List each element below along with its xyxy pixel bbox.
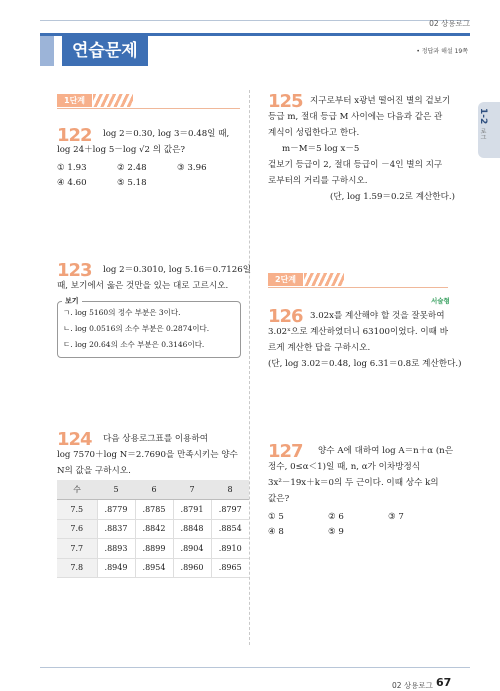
answer-reference: • 정답과 해설 19쪽 bbox=[416, 48, 468, 55]
table-cell: .8954 bbox=[135, 558, 173, 578]
table-cell: 7.6 bbox=[57, 519, 97, 539]
table-cell: .8960 bbox=[173, 558, 211, 578]
problem-124-line1: 다음 상용로그표를 이용하여 bbox=[103, 434, 209, 444]
table-cell: .8848 bbox=[173, 519, 211, 539]
table-cell: .8842 bbox=[135, 519, 173, 539]
table-header-row bbox=[57, 480, 249, 500]
problem-126-note: (단, log 3.02＝0.48, log 6.31＝0.8로 계산한다.) bbox=[268, 359, 462, 369]
table-header: 6 bbox=[135, 480, 173, 500]
problem-125-line5: 로부터의 거리를 구하시오. bbox=[268, 176, 368, 186]
essay-type-badge: 서술형 bbox=[431, 297, 450, 305]
table-header: 8 bbox=[211, 480, 249, 500]
problem-127-line3: 3x²－19x＋k＝0의 두 근이다. 이때 상수 k의 bbox=[268, 478, 439, 488]
running-head: 02 상용로그 bbox=[429, 19, 470, 28]
problem-125-note: (단, log 1.59＝0.2로 계산한다.) bbox=[330, 192, 455, 202]
header-rule bbox=[40, 20, 470, 21]
table-cell: .8791 bbox=[173, 500, 211, 520]
table-cell: .8837 bbox=[97, 519, 135, 539]
problem-122-choices bbox=[57, 161, 247, 191]
choice[interactable]: ⑤ 5.18 bbox=[117, 178, 147, 188]
table-cell: 7.7 bbox=[57, 539, 97, 559]
column-divider bbox=[249, 90, 250, 645]
step2-bar bbox=[268, 276, 448, 288]
problem-127-line2: 정수, 0≤α＜1)일 때, n, α가 이차방정식 bbox=[268, 462, 421, 472]
choice[interactable]: ③ 3.96 bbox=[177, 163, 207, 173]
problem-127-choices bbox=[268, 510, 468, 540]
step1-bar bbox=[57, 97, 240, 109]
problem-123-line1: log 2＝0.3010, log 5.16＝0.7126일 bbox=[103, 265, 252, 275]
problem-125-line4: 겉보기 등급이 2, 절대 등급이 －4인 별의 지구 bbox=[268, 160, 443, 170]
problem-127-number: 127 bbox=[268, 441, 303, 462]
chapter-label: 로그 bbox=[479, 128, 486, 141]
table-row bbox=[57, 539, 249, 559]
footer-label: 02 상용로그 bbox=[392, 681, 433, 690]
choice[interactable]: ② 6 bbox=[328, 512, 344, 522]
problem-125-line2: 등급 m, 절대 등급 M 사이에는 다음과 같은 관 bbox=[268, 112, 443, 122]
choice[interactable]: ④ 8 bbox=[268, 527, 284, 537]
chapter-number: 1-2 bbox=[478, 108, 488, 125]
table-row bbox=[57, 519, 249, 539]
bogi-label: 보기 bbox=[62, 296, 82, 306]
table-cell: .8797 bbox=[211, 500, 249, 520]
table-row bbox=[57, 558, 249, 578]
table-cell: .8910 bbox=[211, 539, 249, 559]
problem-126-line1: 3.02x를 계산해야 할 것을 잘못하여 bbox=[310, 311, 445, 321]
problem-124-number: 124 bbox=[57, 429, 92, 450]
choice[interactable]: ② 2.48 bbox=[117, 163, 147, 173]
choice[interactable]: ① 1.93 bbox=[57, 163, 87, 173]
table-cell: .8904 bbox=[173, 539, 211, 559]
chapter-side-tab bbox=[478, 102, 500, 158]
table-cell: .8893 bbox=[97, 539, 135, 559]
table-row bbox=[57, 500, 249, 520]
choice[interactable]: ⑤ 9 bbox=[328, 527, 344, 537]
bogi-item: ㄴ. log 0.0516의 소수 부분은 0.2874이다. bbox=[63, 324, 210, 333]
problem-125-line1: 지구로부터 x광년 떨어진 별의 겉보기 bbox=[310, 96, 451, 106]
problem-122-line2: log 24＋log 5－log √2 의 값은? bbox=[57, 145, 185, 155]
problem-122-number: 122 bbox=[57, 125, 92, 146]
page-number: 67 bbox=[436, 676, 452, 689]
table-header: 수 bbox=[57, 480, 97, 500]
problem-122-line1: log 2＝0.30, log 3＝0.48일 때, bbox=[103, 129, 230, 139]
table-cell: .8965 bbox=[211, 558, 249, 578]
bogi-item: ㄷ. log 20.64의 소수 부분은 0.3146이다. bbox=[63, 340, 205, 349]
problem-126-line3: 르게 계산한 답을 구하시오. bbox=[268, 343, 371, 353]
bogi-item: ㄱ. log 5160의 정수 부분은 3이다. bbox=[63, 308, 181, 317]
problem-126-line2: 3.02ˣ으로 계산하였더니 63100이었다. 이때 바 bbox=[268, 327, 448, 337]
problem-127-line4: 값은? bbox=[268, 494, 290, 504]
table-cell: 7.5 bbox=[57, 500, 97, 520]
choice[interactable]: ① 5 bbox=[268, 512, 284, 522]
table-cell: 7.8 bbox=[57, 558, 97, 578]
table-header: 5 bbox=[97, 480, 135, 500]
problem-123-number: 123 bbox=[57, 260, 92, 281]
problem-125-line3: 계식이 성립한다고 한다. bbox=[268, 128, 360, 138]
section-title: 연습문제 bbox=[62, 36, 148, 66]
step-decoration bbox=[93, 94, 133, 107]
problem-125-formula: m－M＝5 log x－5 bbox=[282, 144, 360, 154]
problem-127-line1: 양수 A에 대하여 log A＝n＋α (n은 bbox=[318, 446, 454, 456]
table-header: 7 bbox=[173, 480, 211, 500]
table-cell: .8899 bbox=[135, 539, 173, 559]
problem-124-line3: N의 값을 구하시오. bbox=[57, 466, 131, 476]
footer-rule bbox=[40, 667, 470, 668]
problem-123-line2: 때, 보기에서 옳은 것만을 있는 대로 고르시오. bbox=[57, 281, 229, 291]
table-cell: .8854 bbox=[211, 519, 249, 539]
table-cell: .8949 bbox=[97, 558, 135, 578]
choice[interactable]: ③ 7 bbox=[388, 512, 404, 522]
problem-126-number: 126 bbox=[268, 306, 303, 327]
step1-label: 1단계 bbox=[57, 94, 92, 107]
table-cell: .8785 bbox=[135, 500, 173, 520]
problem-125-number: 125 bbox=[268, 91, 303, 112]
problem-124-line2: log 7570＋log N＝2.7690을 만족시키는 양수 bbox=[57, 450, 238, 460]
step-decoration bbox=[304, 273, 344, 286]
common-log-table bbox=[57, 480, 249, 578]
table-cell: .8779 bbox=[97, 500, 135, 520]
choice[interactable]: ④ 4.60 bbox=[57, 178, 87, 188]
step2-label: 2단계 bbox=[268, 273, 303, 286]
